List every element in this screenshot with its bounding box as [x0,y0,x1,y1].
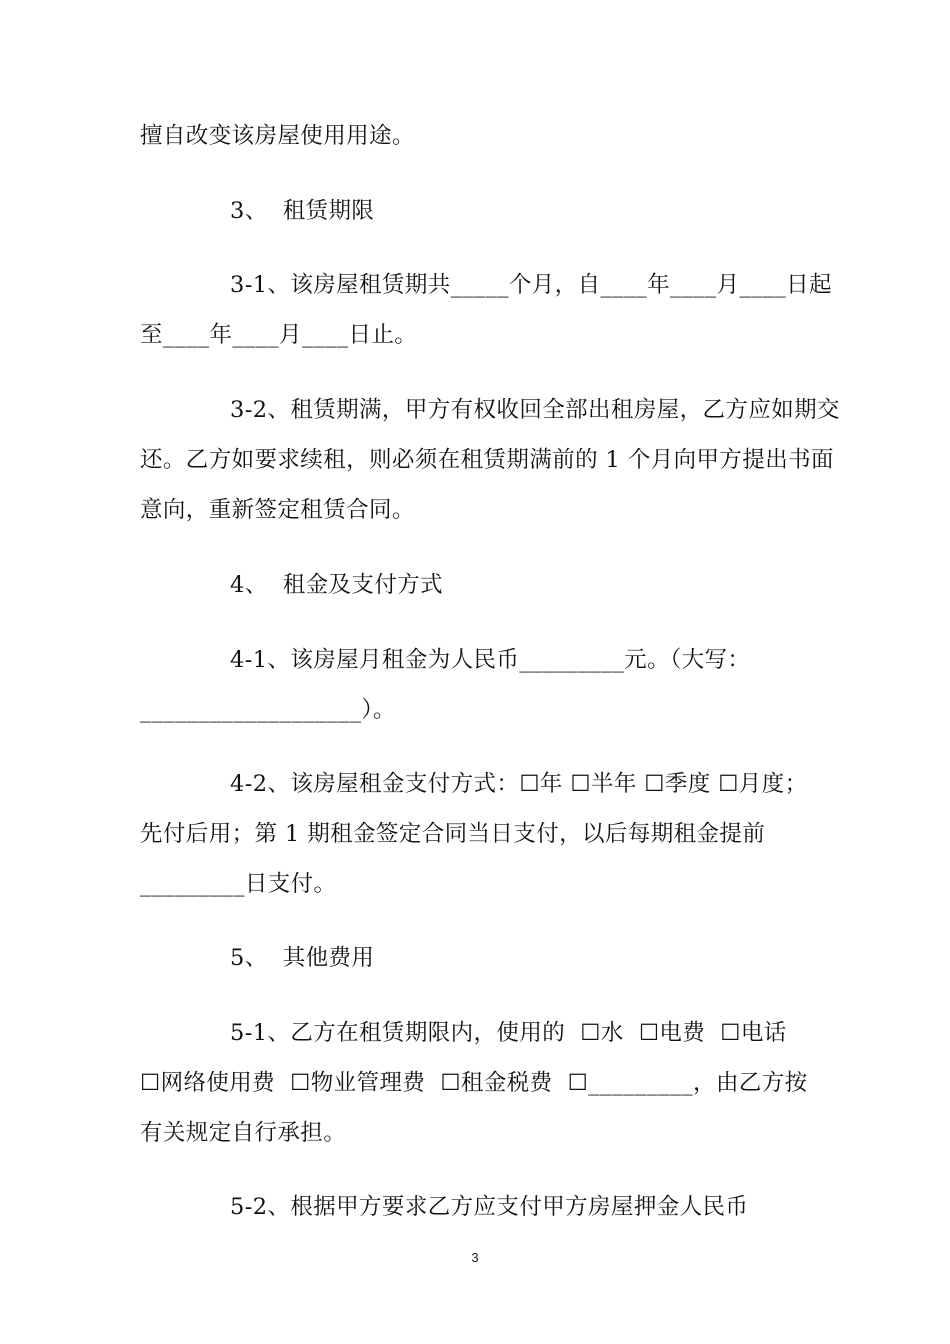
page-number: 3 [471,1250,479,1265]
text-line: 5-2、根据甲方要求乙方应支付甲方房屋押金人民币 [230,1194,749,1220]
text-line: 擅自改变该房屋使用用途。 [140,123,415,149]
text-line: 5-1、乙方在租赁期限内，使用的 ☐水 ☐电费 ☐电话 [230,1020,787,1046]
text-line: 意向，重新签定租赁合同。 [140,497,415,523]
text-line: 3-2、租赁期满，甲方有权收回全部出租房屋，乙方应如期交 [230,397,840,423]
text-line: ___________________）。 [140,697,396,723]
text-line: 先付后用；第 1 期租金签定合同当日支付，以后每期租金提前 [140,821,766,847]
text-line: ☐网络使用费 ☐物业管理费 ☐租金税费 ☐_________，由乙方按 [140,1070,808,1096]
section-heading-3: 3、 租赁期限 [230,198,375,224]
section-heading-5: 5、 其他费用 [230,945,375,971]
text-line: 有关规定自行承担。 [140,1120,347,1146]
text-line: 3-1、该房屋租赁期共_____个月，自____年____月____日起 [230,272,832,298]
text-line: 4-2、该房屋租金支付方式：☐年 ☐半年 ☐季度 ☐月度； [230,771,808,797]
text-line: 4-1、该房屋月租金为人民币_________元。（大写： [230,647,751,673]
section-heading-4: 4、 租金及支付方式 [230,572,444,598]
text-line: 至____年____月____日止。 [140,322,418,348]
text-line: _________日支付。 [140,871,337,897]
text-line: 还。乙方如要求续租，则必须在租赁期满前的 1 个月向甲方提出书面 [140,447,834,473]
